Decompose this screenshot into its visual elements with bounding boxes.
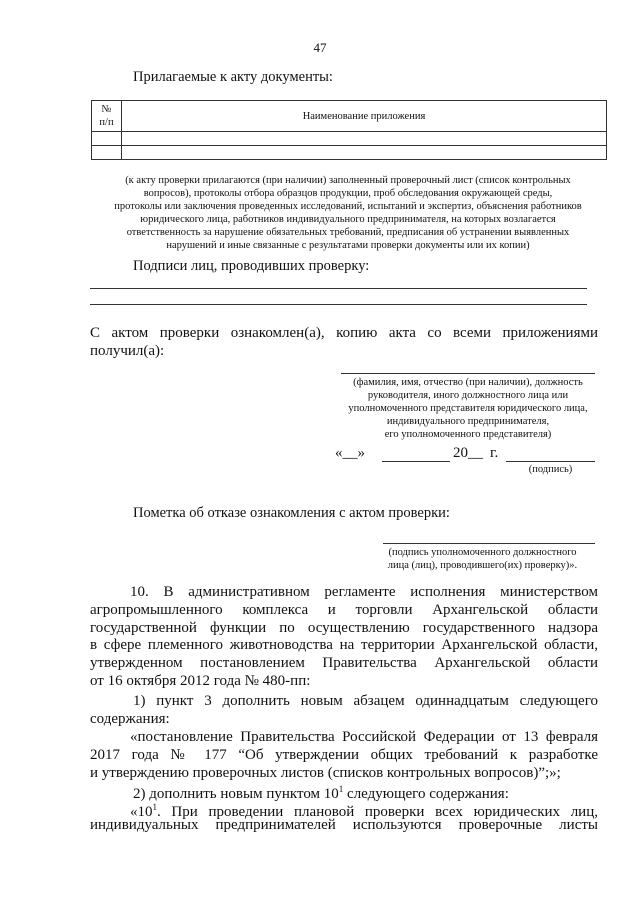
attachments-note: (к акту проверки прилагаются (при наличии) заполненный проверочный лист (список контрольных вопросов), протоколы отбора образцов продукции, проб обследования окружающей среды, протоколы или заключения проведенных исследований, испытаний и экспертиз, объяснения работников юридического лица, работников индивидуального предпринимателя, на которых возлагается ответственность за нарушение обязательных требований, предписания об устранении выявленных нарушений и иные связанные с результатами проверки документы или их копии) <box>114 175 582 251</box>
refusal-caption: (подпись уполномоченного должностного лица (лиц), проводившего(их) проверку)». <box>387 547 578 571</box>
signature-line <box>90 288 587 289</box>
name-line <box>341 373 595 374</box>
item-1: 1) пункт 3 дополнить новым абзацем одиннадцатым следующего содержания: <box>90 693 598 727</box>
date-year: 20__ <box>453 445 483 461</box>
sign-line <box>506 461 595 462</box>
point-10-1-continued: индивидуальных предпринимателей используются проверочные листы <box>90 817 598 833</box>
section-10-paragraph: 10. В административном регламенте исполнения министерством агропромышленного комплекса и торговли Архангельской области государственной функции по осуществлению государственного надзора в сфере племенного животноводства на территории Архангельской области, утвержденном постановлением Правительства Архангельской области от 16 октября 2012 года № 480-пп: <box>90 584 598 689</box>
date-open: «__» <box>335 445 365 461</box>
signatures-heading: Подписи лиц, проводивших проверку: <box>133 258 370 274</box>
col-number-header: № п/п <box>92 101 122 132</box>
item-2: 2) дополнить новым пунктом $10^1$ следующего содержания: <box>133 784 509 802</box>
date-month-line <box>382 461 450 462</box>
sign-caption: (подпись) <box>528 464 573 475</box>
table-row <box>92 146 607 160</box>
date-suffix: г. <box>490 445 499 461</box>
acquaint-line-1: С актом проверки ознакомлен(а), копию акта со всеми приложениями <box>90 325 598 341</box>
point-10-1: «$10^1$. При проведении плановой проверки всех юридических лиц, <box>130 802 598 820</box>
page-number: 47 <box>313 40 327 55</box>
signature-line <box>90 304 587 305</box>
table-header-row <box>92 101 607 132</box>
resolution-quote: «постановление Правительства Российской Федерации от 13 февраля 2017 года № 177 “Об утверждении общих требований к разработке и утверждению проверочных листов (списков контрольных вопросов)”;»; <box>90 729 598 781</box>
col-name-header: Наименование приложения <box>122 101 607 132</box>
attachments-table <box>91 100 607 160</box>
table-row <box>92 132 607 146</box>
acquaint-line-2: получил(а): <box>90 343 165 359</box>
refusal-heading: Пометка об отказе ознакомления с актом проверки: <box>133 505 450 521</box>
attachments-heading: Прилагаемые к акту документы: <box>133 69 333 85</box>
name-caption: (фамилия, имя, отчество (при наличии), должность руководителя, иного должностного лица или уполномоченного представителя юридического лица, индивидуального предпринимателя, его уполномоченного представителя) <box>348 377 588 440</box>
refusal-sign-line <box>383 543 595 544</box>
